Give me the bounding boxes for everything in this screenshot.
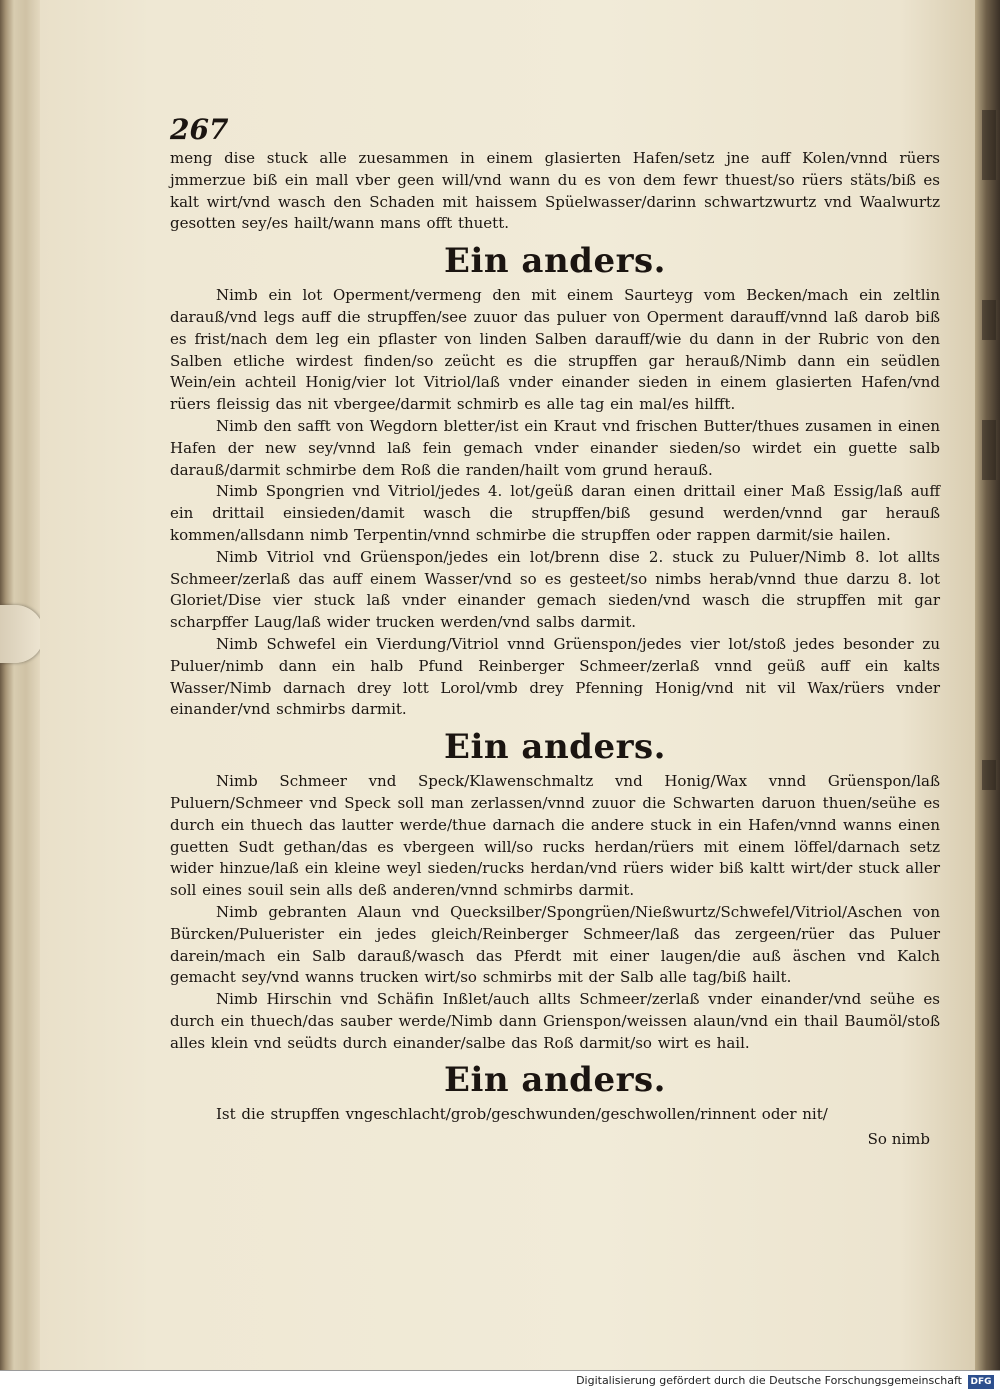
text-paragraph: Nimb gebranten Alaun vnd Quecksilber/Spongrüen/Nießwurtz/Schwefel/Vitriol/Aschen von Bürcken/Puluerister ein jedes gleich/Reinberger Schmeer/laß das zergeen/rüer das Puluer darein/mach ein Salb darauß/wasch das Pferdt mit einer laugen/die auß äschen vnd Kalch gemacht sey/vnd wanns trucken wirt/so schmirbs mit der Salb alle tag/biß hailt.: [170, 902, 940, 987]
book-left-edge: [0, 0, 40, 1370]
page-text: [170, 112, 940, 1150]
text-paragraph: Nimb Schwefel ein Vierdung/Vitriol vnnd Grüenspon/jedes vier lot/stoß jedes besonder zu Puluer/nimb dann ein halb Pfund Reinberger Schmeer/zerlaß vnnd geüß auff ein kalts Wasser/Nimb darnach drey lott Lorol/vmb drey Pfenning Honig/vnd nit vil Wax/rüers vnder einander/vnd schmirbs darmit.: [170, 634, 940, 719]
text-paragraph: Nimb Schmeer vnd Speck/Klawenschmaltz vnd Honig/Wax vnnd Grüenspon/laß Puluern/Schmeer vnd Speck soll man zerlassen/vnnd zuuor die Schwarten daruon thuen/seühe es durch ein thuech das lautter werde/thue darnach die andere stuck in ein Hafen/vnnd wanns einen guetten Sudt gethan/das es vbergeen will/so rucks herdan/rüers mit einem löffel/darnach setz wider hinzue/laß ein kleine weyl sieden/rucks herdan/vnd rüers wider biß kaltt wirt/der stuck aller soll eines souil sein alls deß anderen/vnnd schmirbs darmit.: [170, 772, 940, 900]
dfg-logo: DFG: [968, 1375, 994, 1389]
edge-mark: [982, 760, 996, 790]
text-paragraph: Nimb Spongrien vnd Vitriol/jedes 4. lot/geüß daran einen drittail einer Maß Essig/laß auff ein drittail einsieden/damit wasch die strupffen/biß gesund werden/vnnd gar herauß kommen/allsdann nimb Terpentin/vnnd schmirbe die strupffen oder rappen darmit/sie hailen.: [170, 482, 940, 544]
text-paragraph: Nimb ein lot Operment/vermeng den mit einem Saurteyg vom Becken/mach ein zeltlin darauß/vnd legs auff die strupffen/see zuuor das puluer von Operment darauff/vnnd laß darob biß es frist/nach dem leg ein pflaster von linden Salben darauff/wie du dann in der Rubric von den Salben etliche wirdest finden/so zeücht es die strupffen gar herauß/Nimb dann ein seüdlen Wein/ein achteil Honig/vier lot Vitriol/laß vnder einander sieden in einem glasierten Hafen/vnd rüers fleissig das nit vbergee/darmit schmirb es alle tag ein mal/es hilfft.: [170, 286, 940, 414]
page-number: 267: [170, 113, 229, 146]
section-heading: Ein anders.: [444, 727, 666, 768]
text-paragraph: Nimb Vitriol vnd Grüenspon/jedes ein lot/brenn dise 2. stuck zu Puluer/Nimb 8. lot allts Schmeer/zerlaß das auff einem Wasser/vnd so es gesteet/so nimbs herab/vnnd thue darzu 8. lot Gloriet/Dise vier stuck laß vnder einander gemach sieden/vnd wasch die strupffen mit gar scharpffer Laug/laß wider trucken werden/vnd salbs darmit.: [170, 547, 940, 632]
text-paragraph: meng dise stuck alle zuesammen in einem glasierten Hafen/setz jne auff Kolen/vnnd rüers jmmerzue biß ein mall vber geen will/vnd wann du es von dem fewr thuest/so rüers stäts/biß es kalt wirt/vnd wasch den Schaden mit haissem Spüelwasser/darinn schwartzwurtz vnd Waalwurtz gesotten sey/es hailt/wann mans offt thuett.: [170, 149, 940, 233]
edge-mark: [982, 110, 996, 180]
footer-bar: [0, 1370, 1000, 1394]
book-right-edge: [975, 0, 1000, 1370]
text-paragraph: Nimb Hirschin vnd Schäfin Inßlet/auch allts Schmeer/zerlaß vnder einander/vnd seühe es durch ein thuech/das sauber werde/Nimb dann Grienspon/weissen alaun/vnd ein thail Baumöl/stoß alles klein vnd seüdts durch einander/salbe das Roß darmit/so wirt es hail.: [170, 990, 940, 1052]
text-paragraph: Nimb den safft von Wegdorn bletter/ist ein Kraut vnd frischen Butter/thues zusamen in einen Hafen der new sey/vnnd laß fein gemach vnder einander sieden/so wirdet ein guette salb darauß/darmit schmirbe dem Roß die randen/hailt vom grund herauß.: [170, 416, 940, 479]
text-paragraph: Ist die strupffen vngeschlacht/grob/geschwunden/geschwollen/rinnent oder nit/: [216, 1105, 828, 1124]
footer-label: Digitalisierung gefördert durch die Deutsche Forschungsgemeinschaft: [576, 1374, 962, 1387]
page-body: [170, 148, 940, 1126]
edge-mark: [982, 300, 996, 340]
edge-mark: [982, 420, 996, 480]
section-heading: Ein anders.: [444, 241, 666, 282]
section-heading: Ein anders.: [444, 1060, 666, 1101]
catchword: So nimb: [867, 1130, 930, 1149]
